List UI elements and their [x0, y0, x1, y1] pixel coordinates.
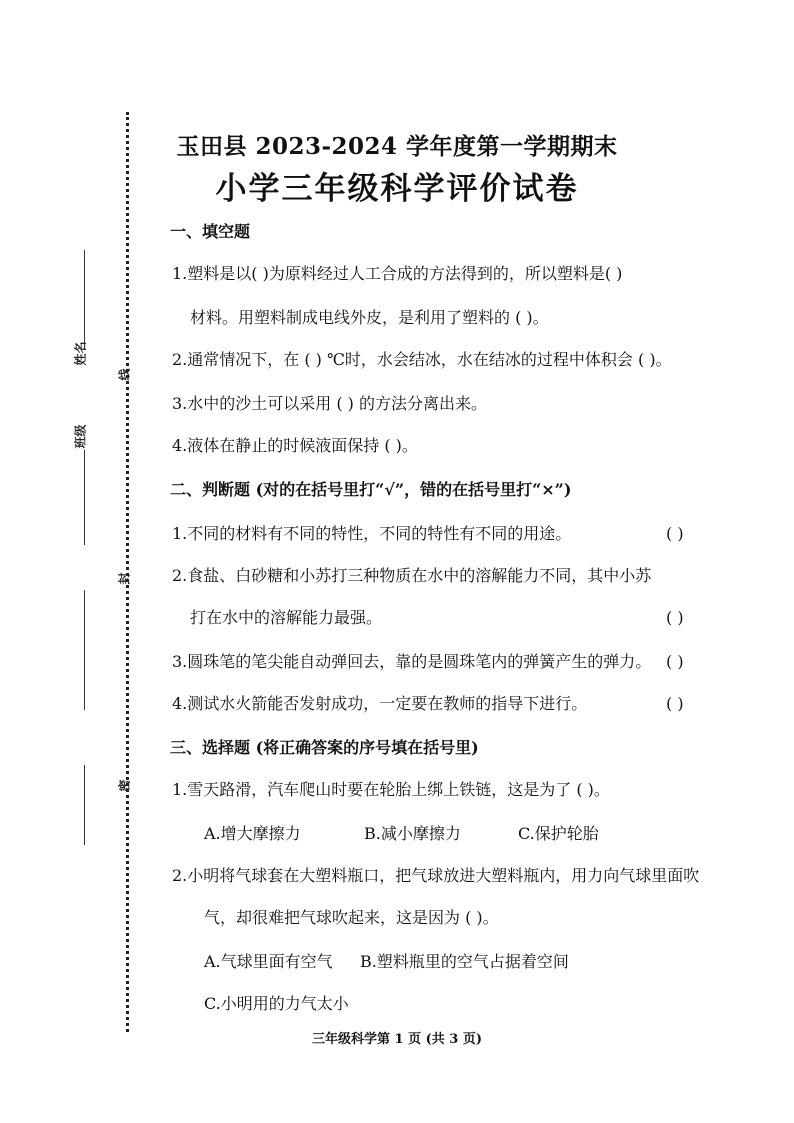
exam-title-line2: 小学三年级科学评价试卷	[215, 171, 579, 207]
judge-q3-paren: ( )	[666, 652, 684, 671]
class-label: 班级	[73, 424, 88, 449]
class-underline	[84, 450, 85, 545]
judge-q4-paren: ( )	[666, 694, 684, 713]
seal-char: 封	[117, 572, 132, 585]
choice-q2-option-c: C.小明用的力气太小	[204, 994, 349, 1013]
judge-q1: 1.不同的材料有不同的特性，不同的特性有不同的用途。	[172, 524, 572, 543]
choice-q1: 1.雪天路滑，汽车爬山时要在轮胎上绑上铁链，这是为了 ( )。	[172, 780, 610, 799]
fill-q3: 3.水中的沙土可以采用 ( ) 的方法分离出来。	[172, 394, 488, 413]
judge-q2-paren: ( )	[666, 608, 684, 627]
line-char: 线	[117, 368, 132, 381]
section-judge-heading: 二、判断题 (对的在括号里打“√”，错的在括号里打“×”)	[170, 480, 572, 499]
fill-q1-line1: 1.塑料是以( )为原料经过人工合成的方法得到的，所以塑料是( )	[172, 264, 623, 283]
fill-q2: 2.通常情况下，在 ( ) ℃时，水会结冰，水在结冰的过程中体积会 ( )。	[172, 350, 672, 369]
choice-q1-option-c: C.保护轮胎	[518, 824, 599, 843]
name-underline	[84, 250, 85, 350]
choice-q1-option-a: A.增大摩擦力	[204, 824, 301, 843]
choice-q1-option-b: B.减小摩擦力	[364, 824, 461, 843]
school-underline	[84, 765, 85, 845]
choice-q2-line1: 2.小明将气球套在大塑料瓶口，把气球放进大塑料瓶内，用力向气球里面吹	[172, 866, 700, 885]
judge-q4: 4.测试水火箭能否发射成功，一定要在教师的指导下进行。	[172, 694, 588, 713]
section-fill-heading: 一、填空题	[170, 222, 251, 241]
fill-q4: 4.液体在静止的时候液面保持 ( )。	[172, 436, 418, 455]
choice-q2-option-b: B.塑料瓶里的空气占据着空间	[360, 952, 569, 971]
judge-q2-line2: 打在水中的溶解能力最强。	[190, 608, 383, 627]
judge-q3: 3.圆珠笔的笔尖能自动弹回去，靠的是圆珠笔内的弹簧产生的弹力。	[172, 652, 652, 671]
exam-title-line1: 玉田县 2023-2024 学年度第一学期期末	[176, 133, 618, 160]
number-underline	[84, 590, 85, 710]
judge-q1-paren: ( )	[666, 524, 684, 543]
name-label: 姓名	[73, 341, 88, 366]
fill-q1-line2: 材料。用塑料制成电线外皮，是利用了塑料的 ( )。	[190, 308, 549, 327]
choice-q2-option-a: A.气球里面有空气	[204, 952, 333, 971]
page-footer: 三年级科学第 1 页 (共 3 页)	[311, 1032, 483, 1047]
judge-q2-line1: 2.食盐、白砂糖和小苏打三种物质在水中的溶解能力不同，其中小苏	[172, 566, 652, 585]
bind-char: 密	[117, 779, 132, 792]
choice-q2-line2: 气，却很难把气球吹起来，这是因为 ( )。	[204, 908, 499, 927]
section-choice-heading: 三、选择题 (将正确答案的序号填在括号里)	[170, 738, 479, 757]
